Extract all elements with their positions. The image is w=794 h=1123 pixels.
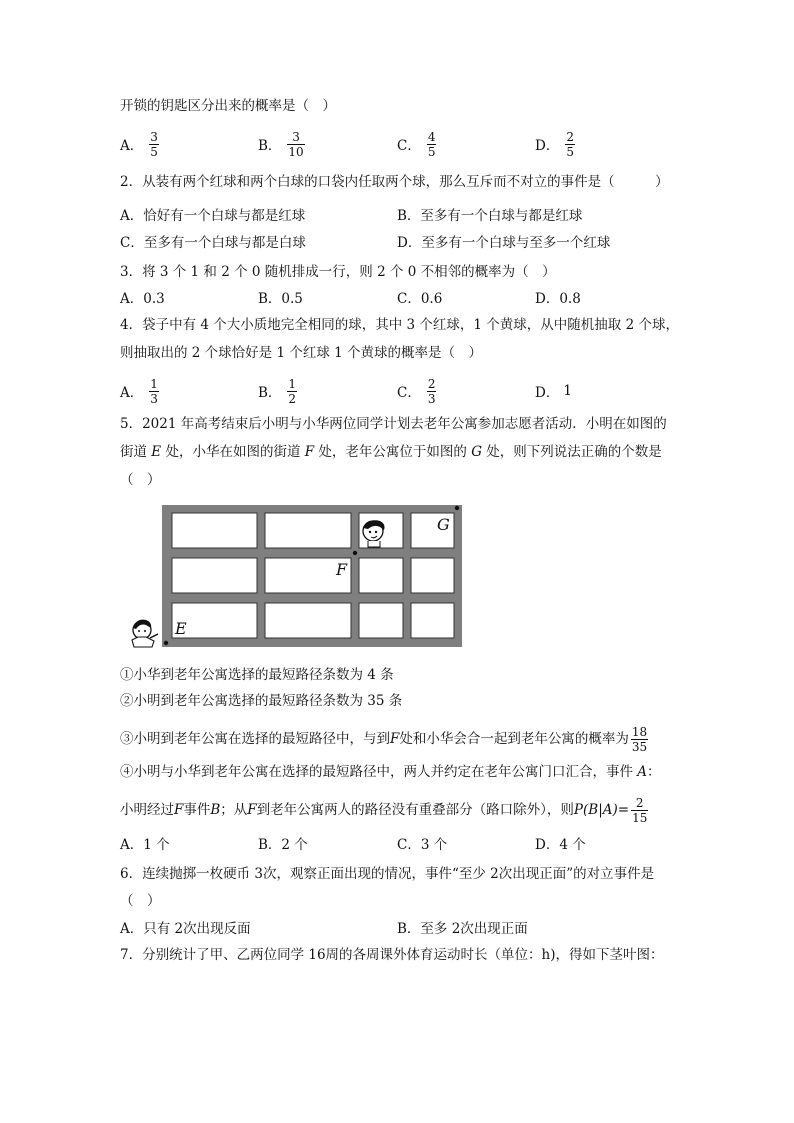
q1-options	[120, 124, 680, 164]
q3-option-b: B．0.5	[258, 291, 303, 307]
point-f	[353, 551, 357, 555]
q6-options	[120, 918, 680, 940]
q1-option-d: D． $\frac{2}{5}$	[535, 129, 574, 159]
fraction: $\frac{2}{3}$	[427, 376, 436, 406]
point-e	[164, 641, 168, 645]
q5-statement-2: ②小明到老年公寓选择的最短路径条数为 35 条	[120, 693, 403, 709]
q1-option-c: C． $\frac{4}{5}$	[397, 129, 436, 159]
block	[172, 558, 257, 593]
q5-statement-1: ①小华到老年公寓选择的最短路径条数为 4 条	[120, 667, 394, 683]
q2-option-d: D．至多有一个白球与至多一个红球	[397, 235, 611, 251]
q4-option-b: B． $\frac{1}{2}$	[258, 376, 297, 406]
q3-option-d: D．0.8	[535, 291, 581, 307]
label-g: G	[437, 515, 450, 534]
q6-option-a: A．只有 2次出现反面	[120, 921, 251, 937]
block	[359, 558, 403, 593]
q2-options-row2	[120, 232, 680, 254]
q5-options	[120, 834, 680, 856]
label-f: F	[336, 560, 348, 579]
q5-statement-4-line1: ④小明与小华到老年公寓在选择的最短路径中，两人并约定在老年公寓门口汇合，事件 A：	[120, 764, 661, 780]
label-e: E	[175, 619, 187, 638]
q3-options	[120, 288, 680, 310]
q1-option-b: B． $\frac{3}{10}$	[258, 129, 304, 159]
q5-statement-4-line2: 小明经过 F 事件 B ；从 F 到老年公寓两人的路径没有重叠部分（路口除外），则 P(B|A)= $\frac{2}{15}$	[120, 795, 648, 825]
q7-stem: 7．分别统计了甲、乙两位同学 16周的各周课外体育运动时长（单位：h)，得如下茎叶图：	[120, 947, 664, 963]
fraction: $\frac{2}{15}$	[632, 795, 648, 825]
fraction: $\frac{3}{10}$	[288, 129, 304, 159]
fraction: $\frac{1}{2}$	[288, 376, 297, 406]
q2-option-c: C．至多有一个白球与都是白球	[120, 235, 306, 251]
block	[172, 513, 257, 548]
q6-stem-line2: （ ）	[120, 893, 161, 909]
q2-options-row1	[120, 205, 680, 227]
q3-stem: 3．将 3 个 1 和 2 个 0 随机排成一行，则 2 个 0 不相邻的概率为（ ）	[120, 264, 556, 280]
block	[265, 513, 351, 548]
q2-option-b: B．至多有一个白球与都是红球	[397, 208, 583, 224]
q1-stem-tail: 开锁的钥匙区分出来的概率是（ ）	[120, 98, 336, 114]
q5-stem-line2: 街道 E 处，小华在如图的街道 F 处，老年公寓位于如图的 G 处，则下列说法正确的个数是	[120, 444, 662, 460]
q5-stem-line1: 5．2021 年高考结束后小明与小华两位同学计划去老年公寓参加志愿者活动．小明在如图的	[120, 416, 667, 432]
fraction: $\frac{1}{3}$	[150, 376, 158, 406]
q6-option-b: B．至多 2次出现正面	[397, 921, 528, 937]
q1-option-a: A． $\frac{3}{5}$	[120, 129, 158, 159]
block	[265, 603, 351, 638]
q4-stem-line2: 则抽取出的 2 个球恰好是 1 个红球 1 个黄球的概率是（ ）	[120, 345, 483, 361]
student-icon	[132, 620, 158, 647]
q4-option-c: C． $\frac{2}{3}$	[397, 376, 436, 406]
q5-option-d: D．4 个	[535, 837, 586, 853]
street-map-figure	[128, 500, 468, 650]
q5-statement-3: ③小明到老年公寓在选择的最短路径中，与到 F 处和小华会合一起到老年公寓的概率为 $\frac{18}{35}$	[120, 724, 648, 754]
q5-option-a: A．1 个	[120, 837, 170, 853]
q5-option-c: C．3 个	[397, 837, 448, 853]
fraction: $\frac{2}{5}$	[566, 129, 574, 159]
q3-option-c: C．0.6	[397, 291, 443, 307]
q4-options	[120, 371, 680, 411]
q4-option-d: D． 1	[535, 383, 572, 401]
fraction: $\frac{4}{5}$	[427, 129, 436, 159]
q2-stem: 2．从装有两个红球和两个白球的口袋内任取两个球，那么互斥而不对立的事件是（ ）	[120, 174, 669, 190]
q2-option-a: A．恰好有一个白球与都是红球	[120, 208, 306, 224]
q6-stem-line1: 6．连续抛掷一枚硬币 3次，观察正面出现的情况，事件“至少 2次出现正面”的对立事件是	[120, 866, 655, 882]
q4-stem-line1: 4．袋子中有 4 个大小质地完全相同的球，其中 3 个红球，1 个黄球，从中随机抽取 2 个球，	[120, 317, 679, 333]
point-g	[455, 506, 459, 510]
block	[411, 558, 454, 593]
block	[411, 603, 454, 638]
q4-option-a: A． $\frac{1}{3}$	[120, 376, 158, 406]
fraction: $\frac{3}{5}$	[150, 129, 158, 159]
probability-formula: P(B|A)=	[573, 802, 630, 818]
q5-stem-line3: （ ）	[120, 472, 161, 488]
q5-option-b: B．2 个	[258, 837, 308, 853]
block	[359, 603, 403, 638]
fraction: $\frac{18}{35}$	[631, 724, 648, 754]
q3-option-a: A．0.3	[120, 291, 165, 307]
